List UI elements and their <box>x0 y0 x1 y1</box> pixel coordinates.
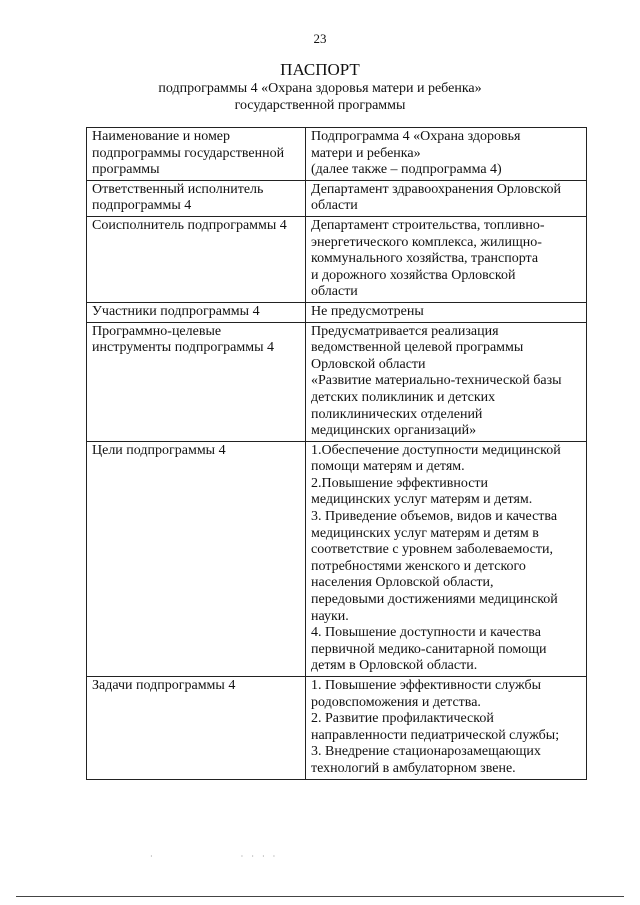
row-value-line: 2.Повышение эффективности <box>311 475 489 491</box>
row-value-line: (далее также – подпрограмма 4) <box>311 162 502 178</box>
row-value <box>306 677 587 780</box>
row-label-line: Наименование и номер <box>92 129 231 144</box>
row-label-line: Цели подпрограммы 4 <box>92 442 226 458</box>
row-label-line: Задачи подпрограммы 4 <box>92 678 236 693</box>
document-title: ПАСПОРТ <box>280 60 360 79</box>
passport-row <box>87 216 587 302</box>
row-value-line: передовыми достижениями медицинской <box>311 592 558 608</box>
row-label-line: подпрограммы государственной <box>92 145 285 161</box>
row-value <box>306 180 587 216</box>
row-value <box>306 302 587 322</box>
row-value-line: Предусматривается реализация <box>311 323 499 339</box>
row-label <box>87 322 306 441</box>
row-label <box>87 216 306 302</box>
row-value-line: 3. Внедрение стационарозамещающих <box>311 744 541 760</box>
row-value-line: 2. Развитие профилактической <box>311 711 494 727</box>
row-label <box>87 128 306 181</box>
row-value-line: медицинских услуг матерям и детям в <box>311 525 539 541</box>
row-value-line: медицинских организаций» <box>311 423 477 439</box>
passport-table-body <box>87 128 587 780</box>
row-value-line: 3. Приведение объемов, видов и качества <box>311 509 558 525</box>
row-value-line: ведомственной целевой программы <box>311 340 524 356</box>
row-value-line: потребностями женского и детского <box>311 558 526 574</box>
row-value-line: 1. Повышение эффективности службы <box>311 678 542 693</box>
row-value <box>306 441 587 676</box>
row-value-line: технологий в амбулаторном звене. <box>311 760 516 776</box>
passport-table <box>86 127 587 780</box>
row-value-line: «Развитие материально-технической базы <box>311 373 562 389</box>
row-value-line: поликлинических отделений <box>311 406 483 422</box>
row-value-line: 4. Повышение доступности и качества <box>311 625 541 641</box>
row-label-line: подпрограммы 4 <box>92 198 192 214</box>
row-value-line: направленности педиатрической службы; <box>311 727 560 743</box>
row-value-line: медицинских услуг матерям и детям. <box>311 492 533 508</box>
row-value-line: Подпрограмма 4 «Охрана здоровья <box>311 129 521 144</box>
row-value-line: и дорожного хозяйства Орловской <box>311 267 516 283</box>
passport-row <box>87 128 587 181</box>
row-value-line: родовспоможения и детства. <box>311 694 481 710</box>
row-value-line: матери и ребенка» <box>311 145 421 161</box>
row-value-line: помощи матерям и детям. <box>311 459 465 475</box>
document-subtitle-line-1: подпрограммы 4 «Охрана здоровья матери и ребенка» <box>158 81 482 96</box>
row-label <box>87 441 306 676</box>
row-value-line: Орловской области <box>311 356 426 372</box>
title-block <box>0 60 640 114</box>
passport-row <box>87 322 587 441</box>
row-value-line: Департамент строительства, топливно- <box>311 217 545 233</box>
document-subtitle-line-2: государственной программы <box>234 98 406 113</box>
row-value <box>306 216 587 302</box>
row-value <box>306 322 587 441</box>
row-value <box>306 128 587 181</box>
row-value-line: энергетического комплекса, жилищно- <box>311 234 542 250</box>
row-label-line: Ответственный исполнитель <box>92 181 264 197</box>
scan-artifact-marks: · · · · · <box>150 852 279 861</box>
row-value-line: детских поликлиник и детских <box>311 389 496 405</box>
bottom-rule <box>16 896 624 897</box>
row-value-line: 1.Обеспечение доступности медицинской <box>311 442 561 458</box>
row-value-line: населения Орловской области, <box>311 575 494 591</box>
row-value-line: науки. <box>311 608 349 624</box>
row-value-line: соответствие с уровнем заболеваемости, <box>311 542 553 558</box>
page-number: 23 <box>313 31 327 46</box>
row-label <box>87 677 306 780</box>
row-label-line: Соисполнитель подпрограммы 4 <box>92 217 287 233</box>
row-label-line: Программно-целевые <box>92 323 222 339</box>
row-label-line: программы <box>92 162 160 178</box>
row-value-line: области <box>311 284 358 300</box>
row-value-line: области <box>311 198 358 214</box>
passport-row <box>87 302 587 322</box>
passport-row <box>87 677 587 780</box>
row-label-line: инструменты подпрограммы 4 <box>92 340 274 356</box>
passport-row <box>87 180 587 216</box>
row-label <box>87 180 306 216</box>
passport-row <box>87 441 587 676</box>
row-value-line: Не предусмотрены <box>311 303 424 319</box>
row-label <box>87 302 306 322</box>
row-value-line: детям в Орловской области. <box>311 658 478 674</box>
row-value-line: первичной медико-санитарной помощи <box>311 641 547 657</box>
row-value-line: Департамент здравоохранения Орловской <box>311 181 562 197</box>
row-value-line: коммунального хозяйства, транспорта <box>311 251 539 267</box>
row-label-line: Участники подпрограммы 4 <box>92 303 260 319</box>
